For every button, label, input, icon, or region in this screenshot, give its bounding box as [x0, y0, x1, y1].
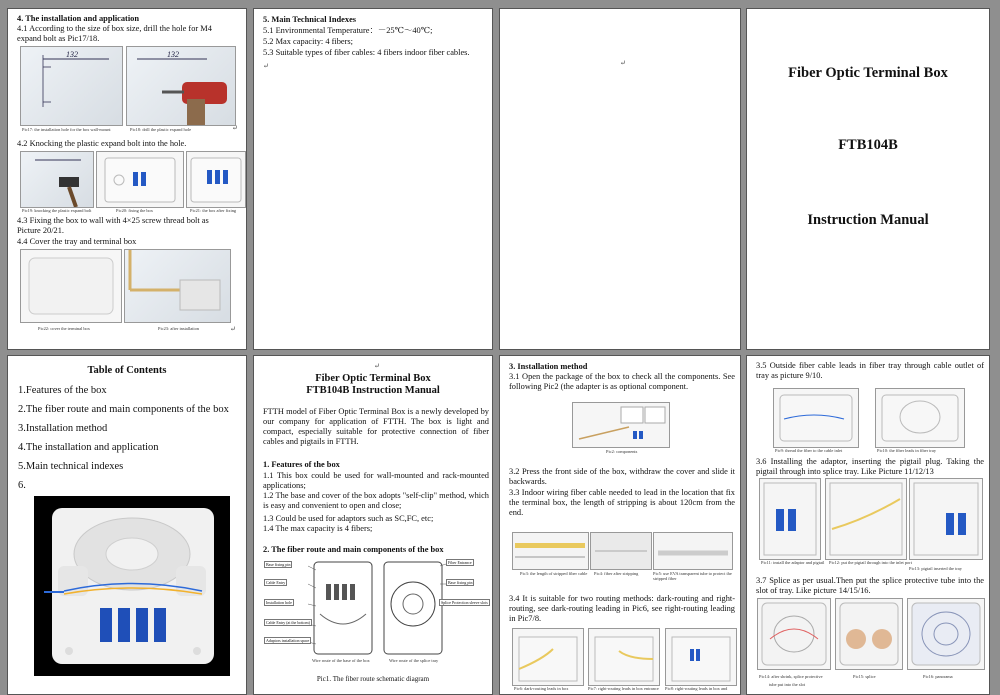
svg-text:132: 132 [66, 50, 78, 59]
cover-title: Fiber Optic Terminal Box [788, 65, 948, 81]
photo-stripped-cable [512, 532, 589, 570]
index-line: 5.1 Environmental Temperature：－25℃～40℃; [263, 26, 433, 35]
step-paragraph: 3.2 Press the front side of the box, withdraw the cover and slide it backwards. [509, 467, 735, 486]
manual-page-technical-indexes [253, 8, 493, 350]
manual-page-blank [499, 8, 741, 350]
feature-item: 1.2 The base and cover of the box adopts "self-clip" method, which is easy and convenient to open and close; [263, 491, 489, 510]
caption-pic3: Pic3: the length of stripped fiber cable [520, 571, 588, 576]
manual-page-installation-method [499, 355, 741, 695]
paragraph-mark: ↵ [263, 62, 269, 70]
photo-pigtail-inlet [825, 478, 907, 560]
photo-right-routing-entrance [588, 628, 660, 686]
diagram-label: Cable Entry (at the bottom) [266, 620, 310, 625]
paragraph-mark: ↵ [230, 325, 236, 333]
photo-right-routing-box [665, 628, 737, 686]
photo-wall-marking [20, 46, 123, 126]
caption-pic8: Pic8: right-routing leads in box and [665, 686, 728, 691]
caption-pic16: Pic16: panorama [923, 674, 953, 679]
manual-page-contents [7, 355, 247, 695]
manual-subtitle: FTB104B Instruction Manual [306, 385, 440, 396]
caption-pic18: Pic18: drill the plastic expand hole [130, 127, 192, 132]
step-paragraph: 3.4 It is suitable for two routing methods: dark-routing and right-routing, see dark-routing leading in Pic6, see right-routing leading in Pic7/8. [509, 594, 735, 623]
paragraph-line: 4.2 Knocking the plastic expand bolt into the hole. [17, 139, 187, 148]
caption-pic10: Pic10: the fiber leads in fiber tray [877, 448, 937, 453]
diagram-label: Splice Protection sleeve slots [441, 600, 488, 605]
section-heading: 1. Features of the box [263, 460, 340, 469]
toc-heading: Table of Contents [87, 365, 167, 376]
photo-knocking [20, 151, 94, 208]
diagram-label: Installation hole [266, 600, 292, 605]
photo-fiber-stripping [590, 532, 652, 570]
photo-box-fixed [186, 151, 246, 208]
feature-item: 1.3 Could be used for adaptors such as SC,FC, etc; [263, 514, 434, 523]
paragraph-line: 4.4 Cover the tray and terminal box [17, 237, 137, 246]
feature-item: 1.1 This box could be used for wall-mounted and rack-mounted applications; [263, 471, 489, 490]
section-heading: 4. The installation and application [17, 14, 140, 23]
photo-after-install [124, 249, 231, 323]
index-line: 5.3 Suitable types of fiber cables: 4 fibers indoor fiber cables. [263, 48, 470, 57]
diagram-label: Base fixing pin [266, 562, 291, 567]
step-paragraph: 3.5 Outside fiber cable leads in fiber tray through cable outlet of tray as picture 9/10. [756, 361, 984, 380]
cover-model: FTB104B [838, 137, 898, 153]
photo-install-adaptor [759, 478, 821, 560]
caption-pic13: Pic13: pigtail inserted the tray [909, 566, 962, 571]
figure-caption: Pic1. The fiber route schematic diagram [316, 675, 430, 683]
caption-pic14: Pic14: after shrink, splice protective [759, 674, 823, 679]
caption-pic11: Pic11: install the adaptor and pigtail [761, 560, 825, 565]
photo-dark-routing [512, 628, 584, 686]
step-paragraph: 3.6 Installing the adaptor, inserting the pigtail plug. Taking the pigtail through into splice tray. Like Picture 11/12/13 [756, 457, 984, 476]
step-paragraph: 3.7 Splice as per usual.Then put the splice protective tube into the slot of tray. Like picture 14/15/16. [756, 576, 984, 595]
caption-pic4: Pic4: fiber after stripping [594, 571, 639, 576]
caption-pic21: Pic21: the box after fixing [190, 208, 237, 213]
diagram-route-label: Wire route of the base of the box [312, 658, 370, 663]
photo-drilling [126, 46, 236, 126]
index-line: 5.2 Max capacity: 4 fibers; [263, 37, 354, 46]
paragraph-mark: ↵ [374, 362, 380, 370]
caption-pic22: Pic22: cover the terminal box [38, 326, 90, 331]
toc-item: 4.The installation and application [18, 442, 159, 453]
photo-splicing [835, 598, 903, 670]
section-heading: 2. The fiber route and main components of the box [263, 545, 444, 554]
caption-pic5: Pic5: use EVA transparent tube to protect the stripped fiber [653, 571, 732, 581]
manual-title: Fiber Optic Terminal Box [315, 373, 431, 384]
photo-fixing-box [96, 151, 184, 208]
intro-paragraph: FTTH model of Fiber Optic Terminal Box is a newly developed by our company for application of FTTH. The box is light and compact, especially suitable for protective connection of fiber cables and pigtails in FTTH. [263, 407, 489, 446]
photo-pigtail-tray [909, 478, 983, 560]
photo-splice-slot [757, 598, 831, 670]
diagram-label: Adaptors installation space [266, 638, 310, 643]
diagram-route-label: Wire route of the splice tray [389, 658, 439, 663]
photo-fiber-tray [875, 388, 965, 448]
manual-page-installation [7, 8, 247, 350]
toc-item: 5.Main technical indexes [18, 461, 124, 472]
photo-open-terminal-box [34, 496, 230, 676]
caption-pic19: Pic19: knocking the plastic expand bolt [22, 208, 92, 213]
feature-item: 1.4 The max capacity is 4 fibers; [263, 524, 373, 533]
paragraph-line: 4.1 According to the size of box size, drill the hole for M4 [17, 24, 212, 33]
photo-fiber-inlet [773, 388, 859, 448]
photo-eva-tube [653, 532, 733, 570]
section-heading: 3. Installation method [509, 362, 588, 371]
toc-item: 1.Features of the box [18, 385, 107, 396]
paragraph-line: 4.3 Fixing the box to wall with 4×25 screw thread bolt as [17, 216, 209, 225]
svg-text:132: 132 [167, 50, 179, 59]
caption-pic7: Pic7: right-routing leads in box entrance [588, 686, 659, 691]
caption-pic12: Pic12: put the pigtail through into the inlet port [829, 560, 912, 565]
caption-pic14-line2: tube put into the slot [769, 682, 806, 687]
paragraph-line: expand bolt as Pic17/18. [17, 34, 100, 43]
toc-item: 2.The fiber route and main components of the box [18, 404, 229, 415]
section-heading: 5. Main Technical Indexes [263, 15, 357, 24]
toc-item: 6. [18, 480, 26, 491]
caption-pic17: Pic17: the installation hole for the box wall-mount [22, 127, 111, 132]
caption-pic6: Pic6: dark-routing leads in box [514, 686, 569, 691]
photo-components [572, 402, 670, 448]
paragraph-mark: ↵ [232, 124, 238, 132]
diagram-label: Fiber Entrance [448, 560, 472, 565]
photo-cover-box [20, 249, 122, 323]
caption-pic9: Pic9: thread the fiber to the cable inlet [775, 448, 843, 453]
caption-pic2: Pic2: components [606, 449, 638, 454]
step-paragraph: 3.1 Open the package of the box to check all the components. See following Pic2 (the adapter is as optional component. [509, 372, 735, 391]
manual-page-cover [746, 8, 990, 350]
caption-pic20: Pic20: fixing the box [116, 208, 153, 213]
step-paragraph: 3.3 Indoor wiring fiber cable needed to lead in the location that fix the terminal box, the length of stripping is about 120cm from the end. [509, 488, 735, 517]
paragraph-mark: ↵ [620, 59, 626, 67]
manual-page-splicing [746, 355, 990, 695]
manual-page-features [253, 355, 493, 695]
diagram-label: Cable Entry [266, 580, 286, 585]
toc-item: 3.Installation method [18, 423, 108, 434]
photo-panorama [907, 598, 985, 670]
caption-pic15: Pic15: splice [853, 674, 876, 679]
paragraph-line: Picture 20/21. [17, 226, 64, 235]
cover-subtitle: Instruction Manual [807, 212, 929, 228]
diagram-label: Base fixing pin [448, 580, 473, 585]
caption-pic23: Pic23: after installation [158, 326, 199, 331]
